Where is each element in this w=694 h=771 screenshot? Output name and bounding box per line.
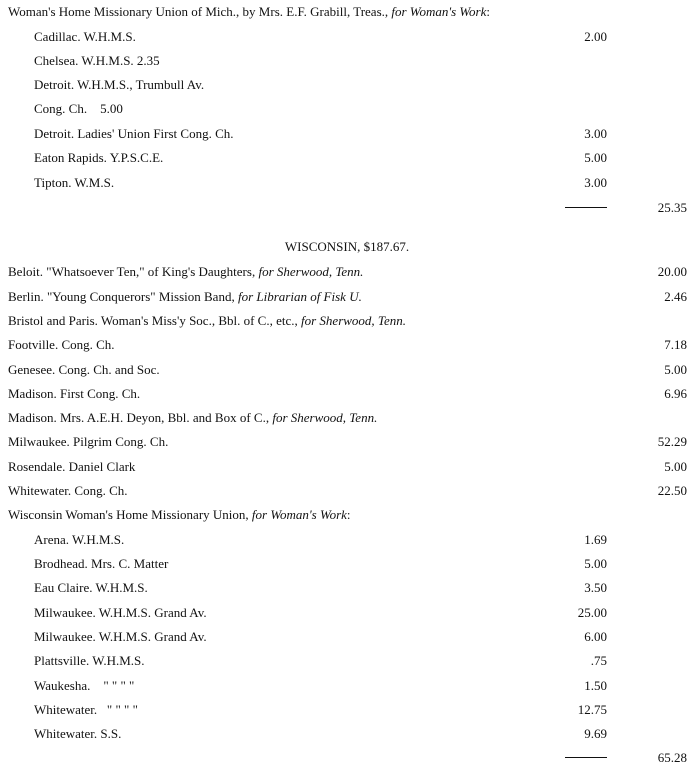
entry-amount: 9.69 — [584, 726, 607, 741]
entry-label: Cong. Ch. 5.00 — [34, 101, 123, 116]
union-header-text: Wisconsin Woman's Home Missionary Union, — [8, 507, 252, 522]
list-item — [0, 360, 694, 380]
list-item — [0, 627, 694, 647]
list-item — [0, 75, 694, 95]
entry-amount: 5.00 — [584, 150, 607, 165]
entry-amount: 3.00 — [584, 175, 607, 190]
list-item — [0, 148, 694, 168]
entry-label: Waukesha. " " " " — [34, 678, 135, 693]
list-item — [0, 530, 694, 550]
entry-amount: 6.96 — [664, 386, 687, 401]
entry-amount: 3.00 — [584, 126, 607, 141]
entry-label: Arena. W.H.M.S. — [34, 532, 125, 547]
list-item — [0, 578, 694, 598]
list-item — [0, 27, 694, 47]
entry-label: Milwaukee. W.H.M.S. Grand Av. — [34, 605, 207, 620]
entry-label: Plattsville. W.H.M.S. — [34, 653, 145, 668]
entry-amount: 7.18 — [664, 337, 687, 352]
entry-label: Footville. Cong. Ch. — [8, 337, 115, 352]
entry-amount: 2.46 — [664, 289, 687, 304]
entry-label: Detroit. Ladies' Union First Cong. Ch. — [34, 126, 234, 141]
entry-purpose: for Sherwood, Tenn. — [272, 410, 378, 425]
list-item — [0, 724, 694, 744]
entry-label: Madison. First Cong. Ch. — [8, 386, 141, 401]
subtotal-row — [0, 198, 694, 218]
union-header-purpose: for Woman's Work — [251, 507, 347, 522]
entry-amount: 20.00 — [657, 264, 687, 279]
entry-label: Madison. Mrs. A.E.H. Deyon, Bbl. and Box of C., — [8, 410, 273, 425]
list-item — [0, 51, 694, 71]
entry-label: Bristol and Paris. Woman's Miss'y Soc., Bbl. of C., etc., — [8, 313, 302, 328]
entry-label: Whitewater. " " " " — [34, 702, 138, 717]
entry-label: Brodhead. Mrs. C. Matter — [34, 556, 169, 571]
entry-label: Chelsea. W.H.M.S. 2.35 — [34, 53, 160, 68]
subtotal-amount: 65.28 — [657, 750, 687, 765]
entry-label: Rosendale. Daniel Clark — [8, 459, 136, 474]
entry-amount: .75 — [590, 653, 607, 668]
entry-label: Berlin. "Young Conquerors" Mission Band, — [8, 289, 238, 304]
michigan-header-purpose: for Woman's Work — [391, 4, 487, 19]
list-item — [0, 173, 694, 193]
entry-purpose: for Librarian of Fisk U. — [237, 289, 362, 304]
entry-amount: 1.50 — [584, 678, 607, 693]
entry-amount: 6.00 — [584, 629, 607, 644]
list-item — [0, 384, 694, 404]
entry-label: Genesee. Cong. Ch. and Soc. — [8, 362, 160, 377]
list-item — [0, 457, 694, 477]
entry-amount: 5.00 — [664, 459, 687, 474]
subtotal-amount: 25.35 — [657, 200, 687, 215]
entry-label: Eau Claire. W.H.M.S. — [34, 580, 148, 595]
michigan-header — [0, 2, 694, 22]
michigan-header-text: Woman's Home Missionary Union of Mich., by Mrs. E.F. Grabill, Treas., — [8, 4, 392, 19]
section-heading — [0, 237, 694, 257]
entry-amount: 5.00 — [664, 362, 687, 377]
list-item — [0, 99, 694, 119]
entry-label: Cadillac. W.H.M.S. — [34, 29, 136, 44]
list-item — [0, 262, 694, 282]
list-item — [0, 676, 694, 696]
list-item — [0, 311, 694, 331]
list-item — [0, 700, 694, 720]
entry-label: Whitewater. Cong. Ch. — [8, 483, 128, 498]
michigan-header-suffix: : — [486, 4, 491, 19]
list-item — [0, 287, 694, 307]
entry-label: Beloit. "Whatsoever Ten," of King's Daughters, — [8, 264, 259, 279]
list-item — [0, 481, 694, 501]
list-item — [0, 603, 694, 623]
list-item — [0, 432, 694, 452]
entry-label: Tipton. W.M.S. — [34, 175, 115, 190]
union-header — [0, 505, 694, 525]
subtotal-row — [0, 748, 694, 768]
entry-purpose: for Sherwood, Tenn. — [258, 264, 364, 279]
wisconsin-heading: WISCONSIN, $187.67. — [284, 239, 410, 254]
entry-label: Milwaukee. Pilgrim Cong. Ch. — [8, 434, 169, 449]
entry-amount: 52.29 — [657, 434, 687, 449]
entry-label: Whitewater. S.S. — [34, 726, 122, 741]
union-header-suffix: : — [346, 507, 351, 522]
list-item — [0, 651, 694, 671]
entry-amount: 12.75 — [577, 702, 607, 717]
list-item — [0, 554, 694, 574]
entry-amount: 1.69 — [584, 532, 607, 547]
list-item — [0, 124, 694, 144]
entry-amount: 25.00 — [577, 605, 607, 620]
entry-label: Milwaukee. W.H.M.S. Grand Av. — [34, 629, 207, 644]
entry-amount: 2.00 — [584, 29, 607, 44]
entry-purpose: for Sherwood, Tenn. — [301, 313, 406, 328]
entry-label: Detroit. W.H.M.S., Trumbull Av. — [34, 77, 205, 92]
list-item — [0, 335, 694, 355]
entry-amount: 3.50 — [584, 580, 607, 595]
entry-amount: 22.50 — [657, 483, 687, 498]
entry-amount: 5.00 — [584, 556, 607, 571]
entry-label: Eaton Rapids. Y.P.S.C.E. — [34, 150, 164, 165]
list-item — [0, 408, 694, 428]
